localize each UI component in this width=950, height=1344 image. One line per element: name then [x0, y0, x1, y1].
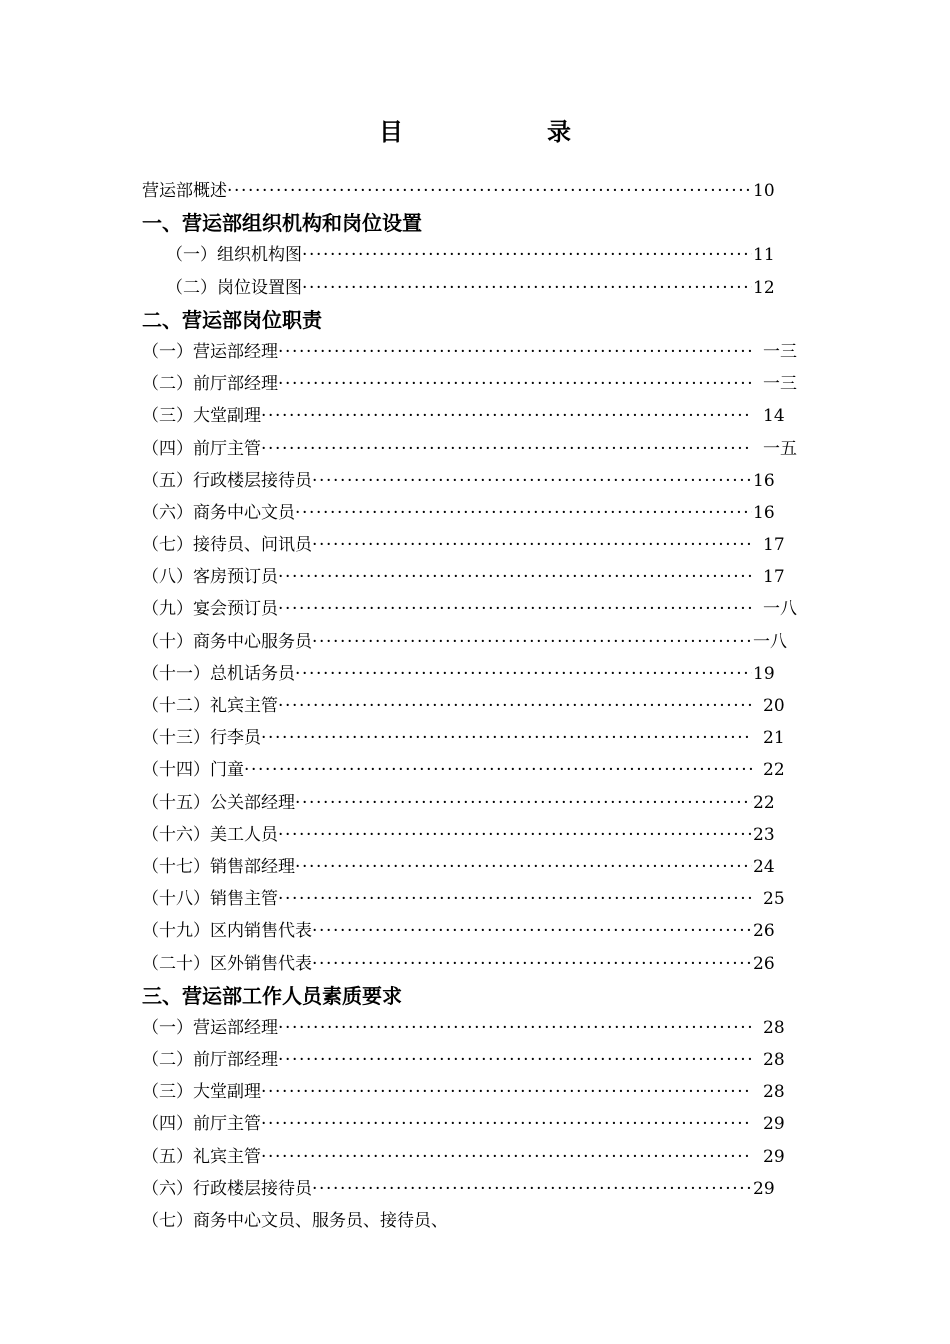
toc-leader-dots — [278, 820, 752, 850]
toc-leader-dots — [295, 659, 752, 689]
toc-page-number: 26 — [753, 953, 775, 974]
toc-entry-label: （十三）行李员 — [142, 728, 261, 749]
toc-entry-label: （三）大堂副理 — [142, 406, 261, 427]
toc-entry-label: （十五）公关部经理 — [142, 792, 295, 813]
toc-page-number: 16 — [753, 502, 775, 523]
toc-leader-dots — [278, 337, 752, 367]
toc-leader-dots — [278, 562, 752, 592]
toc-entry — [0, 788, 950, 820]
toc-leader-dots — [278, 594, 752, 624]
toc-entry-label: （十六）美工人员 — [142, 824, 278, 845]
toc-leader-dots — [312, 1174, 752, 1204]
toc-leader-dots — [261, 1109, 752, 1139]
toc-leader-dots — [312, 949, 752, 979]
toc-leader-dots — [312, 530, 752, 560]
toc-entry — [0, 659, 950, 691]
toc-entry — [0, 884, 950, 916]
toc-page-number: 28 — [763, 1050, 785, 1071]
toc-entry — [0, 530, 950, 562]
toc-page-number: 一八 — [753, 631, 787, 652]
toc-entry-label: （六）商务中心文员 — [142, 502, 295, 523]
toc-entry — [0, 240, 950, 272]
toc-entry — [0, 1077, 950, 1109]
toc-entry — [0, 273, 950, 305]
toc-entry-label: （十八）销售主管 — [142, 889, 278, 910]
toc-entry — [0, 498, 950, 530]
toc-entry-label: （十一）总机话务员 — [142, 663, 295, 684]
toc-page-number: 一五 — [763, 438, 797, 459]
toc-entry-label: （二）岗位设置图 — [166, 277, 302, 298]
toc-leader-dots — [261, 1077, 752, 1107]
toc-page-number: 20 — [763, 696, 785, 716]
toc-page-number: 一八 — [763, 599, 797, 620]
toc-leader-dots — [261, 723, 752, 753]
toc-entry-label: （一）营运部经理 — [142, 1017, 278, 1038]
toc-page-number: 19 — [753, 663, 775, 684]
toc-leader-dots — [312, 916, 752, 946]
toc-entry-label: （五）行政楼层接待员 — [142, 470, 312, 491]
toc-entry-label: 一、营运部组织机构和岗位设置 — [142, 211, 422, 236]
toc-leader-dots — [261, 401, 752, 431]
toc-leader-dots — [302, 273, 752, 303]
toc-page-number: 26 — [753, 921, 775, 942]
toc-leader-dots — [278, 1013, 752, 1043]
toc-entry — [0, 369, 950, 401]
toc-page-number: 16 — [753, 470, 775, 491]
toc-leader-dots — [261, 1142, 752, 1172]
toc-heading — [0, 305, 950, 337]
toc-entry-label: （九）宴会预订员 — [142, 599, 278, 620]
toc-entry-label: （七）接待员、问讯员 — [142, 535, 312, 556]
toc-entry-label: （十七）销售部经理 — [142, 856, 295, 877]
toc-entry — [0, 755, 950, 787]
toc-entry — [0, 466, 950, 498]
toc-entry — [0, 337, 950, 369]
toc-entry — [0, 627, 950, 659]
toc-page-number: 11 — [753, 245, 775, 266]
toc-page-number: 12 — [753, 277, 775, 298]
toc-entry — [0, 949, 950, 981]
toc-entry — [0, 562, 950, 594]
toc-entry — [0, 820, 950, 852]
toc-entry-label: （十九）区内销售代表 — [142, 921, 312, 942]
toc-page-number: 一三 — [763, 341, 797, 362]
toc-entry — [0, 176, 950, 208]
toc-page-number: 29 — [763, 1146, 785, 1167]
toc-leader-dots — [295, 788, 752, 818]
toc-entry-label: （十四）门童 — [142, 760, 244, 781]
toc-entry-label: （四）前厅主管 — [142, 438, 261, 459]
toc-page-number: 28 — [763, 1017, 785, 1038]
toc-page-number: 25 — [763, 889, 785, 910]
toc-leader-dots — [312, 627, 752, 657]
toc-page-number: 一三 — [763, 374, 797, 395]
toc-page-number: 14 — [763, 406, 785, 427]
toc-leader-dots — [312, 466, 752, 496]
table-of-contents — [0, 176, 950, 1238]
toc-leader-dots — [227, 176, 752, 206]
toc-page-number: 24 — [753, 856, 775, 877]
toc-entry — [0, 1174, 950, 1206]
toc-entry — [0, 852, 950, 884]
toc-page-number: 17 — [763, 535, 785, 556]
toc-entry-label: （五）礼宾主管 — [142, 1146, 261, 1167]
toc-entry-label: （四）前厅主管 — [142, 1114, 261, 1135]
toc-leader-dots — [244, 755, 752, 785]
toc-entry — [0, 434, 950, 466]
toc-leader-dots — [278, 369, 752, 399]
toc-entry-label: （二十）区外销售代表 — [142, 953, 312, 974]
toc-entry-label: 三、营运部工作人员素质要求 — [142, 983, 402, 1008]
toc-page-number: 29 — [753, 1178, 775, 1199]
toc-entry-label: （一）组织机构图 — [166, 245, 302, 266]
toc-leader-dots — [295, 852, 752, 882]
toc-page-number: 29 — [763, 1114, 785, 1135]
toc-entry — [0, 594, 950, 626]
toc-leader-dots — [295, 498, 752, 528]
toc-page-number: 22 — [763, 760, 785, 781]
toc-entry-label: （一）营运部经理 — [142, 341, 278, 362]
toc-entry-label: （七）商务中心文员、服务员、接待员、 — [142, 1211, 448, 1231]
toc-entry — [0, 1206, 950, 1238]
toc-leader-dots — [278, 1045, 752, 1075]
toc-heading — [0, 981, 950, 1013]
toc-entry-label: 二、营运部岗位职责 — [142, 307, 322, 332]
toc-entry — [0, 723, 950, 755]
toc-entry-label: （八）客房预订员 — [142, 567, 278, 588]
toc-leader-dots — [302, 240, 752, 270]
toc-entry — [0, 1142, 950, 1174]
toc-page-number: 21 — [763, 728, 785, 749]
toc-entry-label: （二）前厅部经理 — [142, 1050, 278, 1071]
toc-entry-label: 营运部概述 — [142, 181, 227, 201]
toc-page-number: 28 — [763, 1082, 785, 1103]
toc-page-number: 23 — [753, 824, 775, 845]
toc-entry-label: （三）大堂副理 — [142, 1082, 261, 1103]
toc-page-number: 22 — [753, 792, 775, 813]
toc-entry — [0, 1109, 950, 1141]
toc-entry — [0, 916, 950, 948]
toc-heading — [0, 208, 950, 240]
toc-entry — [0, 691, 950, 723]
toc-page-number: 17 — [763, 567, 785, 588]
toc-entry-label: （十二）礼宾主管 — [142, 696, 278, 716]
toc-leader-dots — [261, 434, 752, 464]
toc-entry-label: （六）行政楼层接待员 — [142, 1178, 312, 1199]
page-title: 目 录 — [379, 118, 631, 146]
toc-leader-dots — [278, 884, 752, 914]
toc-leader-dots — [278, 691, 752, 721]
toc-page-number: 10 — [753, 181, 775, 201]
toc-entry — [0, 1045, 950, 1077]
toc-entry — [0, 401, 950, 433]
toc-entry-label: （十）商务中心服务员 — [142, 631, 312, 652]
toc-entry-label: （二）前厅部经理 — [142, 374, 278, 395]
toc-entry — [0, 1013, 950, 1045]
